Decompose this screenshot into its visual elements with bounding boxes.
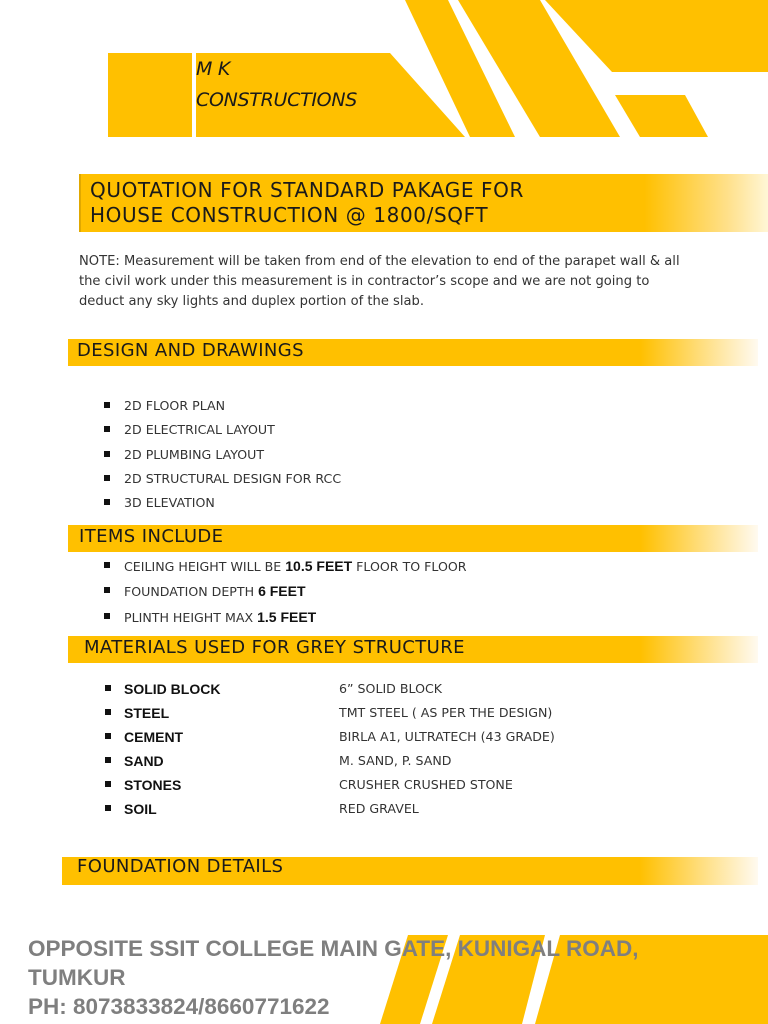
- top-banner: [545, 0, 768, 72]
- table-row: [105, 725, 625, 749]
- materials-heading: MATERIALS USED FOR GREY STRUCTURE: [84, 637, 465, 658]
- foundation-heading: FOUNDATION DETAILS: [77, 856, 284, 877]
- design-list: [104, 394, 341, 515]
- footer-address-line1: OPPOSITE SSIT COLLEGE MAIN GATE, KUNIGAL ROAD,: [28, 936, 639, 961]
- list-item: 3D ELEVATION: [104, 491, 341, 515]
- material-value: BIRLA A1, ULTRATECH (43 GRADE): [339, 729, 555, 744]
- material-value: 6” SOLID BLOCK: [339, 681, 443, 696]
- footer-phone: PH: 8073833824/8660771622: [28, 994, 330, 1019]
- logo-block: [108, 53, 192, 137]
- company-logo: [196, 54, 357, 116]
- footer-contact: [28, 934, 638, 1021]
- material-label: STEEL: [124, 705, 170, 721]
- list-item: 2D FLOOR PLAN: [104, 394, 341, 418]
- item-value: 10.5 FEET: [285, 558, 353, 574]
- logo-line2: CONSTRUCTIONS: [196, 89, 358, 111]
- footer-address-line2: TUMKUR: [28, 965, 126, 990]
- material-label: SAND: [124, 753, 164, 769]
- list-item: [104, 605, 467, 630]
- table-row: [105, 797, 625, 821]
- list-item: [104, 554, 467, 579]
- measurement-note: NOTE: Measurement will be taken from end of the elevation to end of the parapet wall & all the civil work under this measurement is in contractor’s scope and we are not going to deduct any sky lights and duplex portion of the slab.: [79, 254, 680, 309]
- item-value: 1.5 FEET: [257, 608, 317, 625]
- material-value: CRUSHER CRUSHED STONE: [339, 777, 513, 792]
- material-label: CEMENT: [124, 729, 184, 745]
- list-item: 2D PLUMBING LAYOUT: [104, 443, 341, 467]
- table-row: [105, 749, 625, 773]
- material-value: RED GRAVEL: [339, 801, 419, 816]
- item-prefix: CEILING HEIGHT WILL BE: [124, 559, 286, 574]
- table-row: [105, 773, 625, 797]
- logo-line1: M K: [196, 58, 230, 80]
- items-heading: ITEMS INCLUDE: [79, 526, 224, 547]
- item-suffix: FLOOR TO FLOOR: [352, 559, 467, 574]
- top-stripe-3: [615, 95, 708, 137]
- title-line2: HOUSE CONSTRUCTION @ 1800/SQFT: [90, 203, 489, 227]
- list-item: 2D STRUCTURAL DESIGN FOR RCC: [104, 467, 341, 491]
- item-prefix: FOUNDATION DEPTH: [124, 584, 259, 600]
- items-list: [104, 554, 467, 630]
- material-label: SOIL: [124, 801, 157, 817]
- item-value: 6 FEET: [258, 583, 306, 600]
- table-row: [105, 677, 625, 701]
- material-value: M. SAND, P. SAND: [339, 753, 452, 768]
- material-label: SOLID BLOCK: [124, 681, 221, 697]
- list-item: 2D ELECTRICAL LAYOUT: [104, 418, 341, 442]
- material-label: STONES: [124, 777, 182, 793]
- table-row: [105, 701, 625, 725]
- material-value: TMT STEEL ( AS PER THE DESIGN): [339, 705, 553, 720]
- page-title: [90, 178, 760, 228]
- design-heading: DESIGN AND DRAWINGS: [77, 340, 304, 361]
- item-prefix: PLINTH HEIGHT MAX: [124, 609, 258, 625]
- title-line1: QUOTATION FOR STANDARD PAKAGE FOR: [90, 178, 524, 202]
- list-item: [104, 579, 467, 604]
